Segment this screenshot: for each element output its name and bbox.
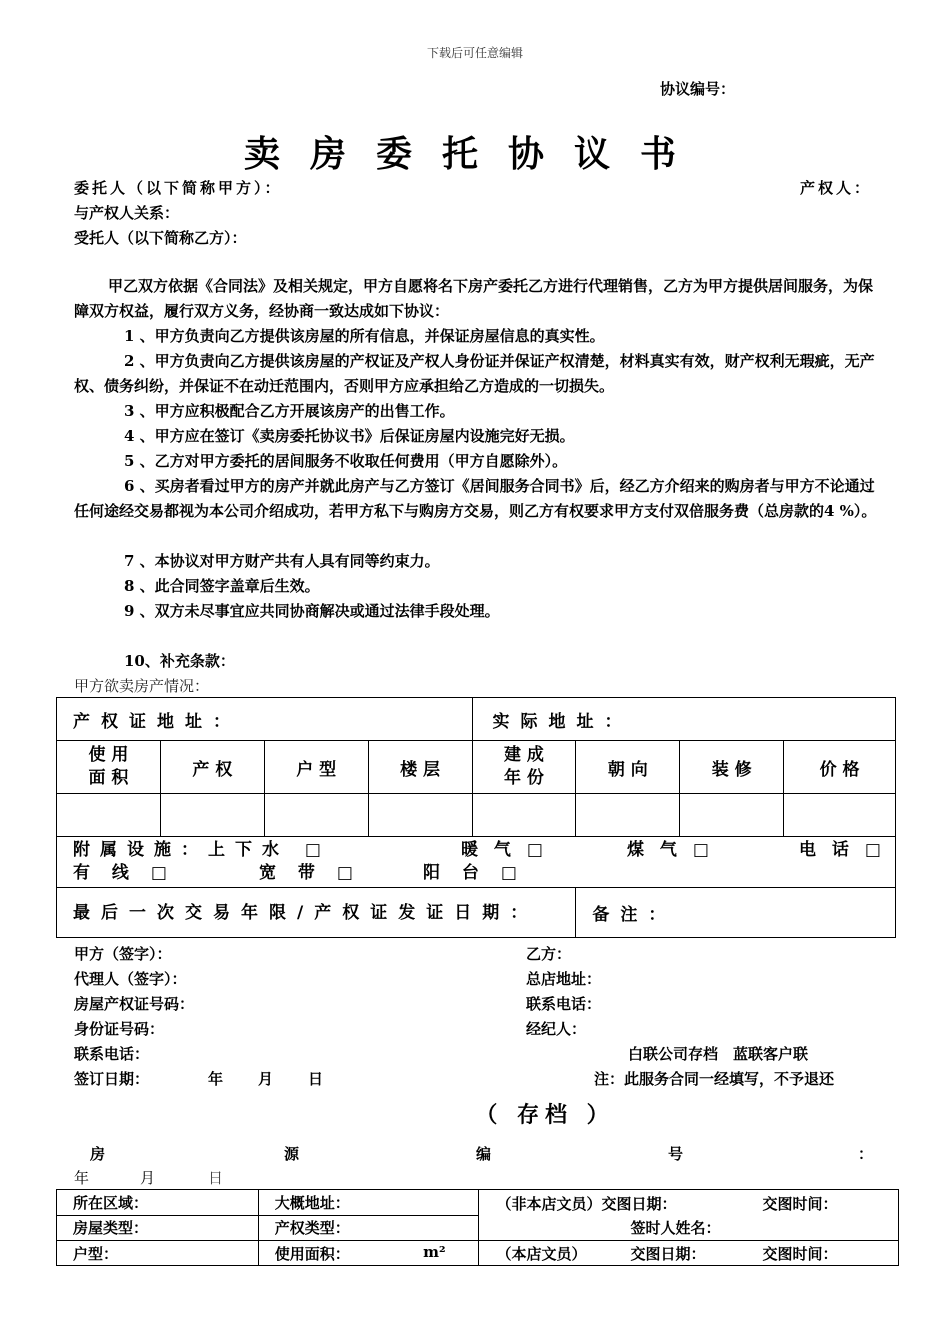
relation-label: 与产权人关系： [74,204,180,222]
agreement-number-label: 协议编号： [660,80,736,98]
agent-label: 受托人（以下简称乙方）： [74,229,247,247]
handover-time-label: 交图时间： [762,1195,838,1213]
non-refund-note: 注：此服务合同一经填写，不予退还 [594,1070,835,1088]
listing-no-char-3: 编 [476,1145,492,1163]
header-price: 价 格 [784,741,896,794]
principal-label: 委托人（以下简称甲方）： [74,179,283,197]
copies-note: 白联公司存档 蓝联客户联 [628,1045,809,1063]
facility-gas[interactable]: 煤 气 □ [627,840,714,860]
clause-8: 8 、此合同签字盖章后生效。 [124,577,320,595]
usable-area-label: 使用面积： [274,1244,350,1263]
clause-6: 6 、买房者看过甲方的房产并就此房产与乙方签订《居间服务合同书》后，经乙方介绍来的购房者与甲方不论通过任何途经交易都视为本公司介绍成功，若甲方私下与购房方交易，则乙方有权要求甲方支付双倍服务费（总房款的4 %）。 [74,477,877,520]
header-decoration: 装 修 [680,741,784,794]
clause-5: 5 、乙方对甲方委托的居间服务不收取任何费用（甲方自愿除外）。 [124,452,568,470]
facility-water[interactable]: 附属设施：上下水 □ [73,840,331,860]
sign-date-label: 签订日期： [74,1070,150,1088]
store-staff-label: （本店文员） [496,1244,587,1263]
header-property-right: 产 权 [160,741,264,794]
intro-paragraph: 甲乙双方依据《合同法》及相关规定，甲方自愿将名下房产委托乙方进行代理销售，乙方为甲方提供居间服务，为保障双方权益，履行双方义务，经协商一致达成如下协议： [74,277,874,320]
archive-date-day: 日 [208,1169,224,1187]
clause-7: 7 、本协议对甲方财产共有人具有同等约束力。 [124,552,440,570]
header-build-year: 建 成 年 份 [472,741,576,794]
property-type-cell [258,1215,478,1241]
listing-no-char-1: 房 [90,1145,106,1163]
approx-address-label: 大概地址： [274,1193,350,1212]
area-cell [57,1190,259,1216]
facility-broadband[interactable]: 宽 带 □ [259,863,361,883]
approx-address-cell [258,1190,478,1216]
cert-address-label: 产权证地址： [73,711,241,732]
header-layout: 户 型 [264,741,368,794]
party-b-label: 乙方： [526,945,572,963]
facilities-cell [57,837,896,888]
clause-3: 3 、甲方应积极配合乙方开展该房产的出售工作。 [124,402,455,420]
usable-area-cell [258,1241,478,1266]
header-floor: 楼 层 [368,741,472,794]
header-usable-area: 使 用 面 积 [57,741,161,794]
clause-2: 2 、甲方负责向乙方提供该房屋的产权证及产权人身份证并保证产权清楚，材料真实有效，财产权利无瑕疵，无产权、债务纠纷，并保证不在动迁范围内，否则甲方应承担给乙方造成的一切损失。 [74,352,875,395]
remarks-cell [576,888,896,938]
archive-title: （ 存档 ） [475,1102,615,1128]
facility-heating[interactable]: 暖 气 □ [461,840,548,860]
sign-date-month: 月 [258,1070,274,1088]
last-trade-cell [57,888,576,938]
facility-phone[interactable]: 电 话 □ [799,840,886,860]
facility-cable[interactable]: 有 线 □ [73,863,175,883]
house-type-cell [57,1215,259,1241]
head-office-address: 总店地址： [526,970,602,988]
clause-4: 4 、甲方应在签订《卖房委托协议书》后保证房屋内设施完好无损。 [124,427,575,445]
handover-time-label-2: 交图时间： [762,1245,838,1263]
property-type-label: 产权类型： [274,1219,350,1238]
layout-label: 户型： [73,1244,119,1263]
area-unit: m² [423,1243,446,1261]
input-build-year[interactable] [472,794,576,837]
handover-date-label: 交图日期： [630,1245,706,1263]
store-staff-cell [478,1241,898,1266]
archive-date-month: 月 [140,1169,156,1187]
contact-phone: 联系电话： [74,1045,150,1063]
non-store-staff-cell [478,1190,898,1241]
clause-9: 9 、双方未尽事宜应共同协商解决或通过法律手段处理。 [124,602,500,620]
last-trade-label: 最后一次交易年限/产权证发证日期： [73,902,539,923]
property-caption: 甲方欲卖房产情况： [74,677,210,695]
non-store-staff-label: （非本店文员）交图日期： [496,1195,677,1213]
input-decoration[interactable] [680,794,784,837]
party-b-phone: 联系电话： [526,995,602,1013]
area-label: 所在区域： [73,1193,149,1212]
archive-date-year: 年 [74,1169,90,1187]
remarks-label: 备注： [592,905,677,925]
owner-label: 产权人： [800,179,873,197]
signer-name-label: 签时人姓名： [630,1219,721,1237]
listing-no-char-2: 源 [284,1145,300,1163]
clause-1: 1 、甲方负责向乙方提供该房屋的所有信息，并保证房屋信息的真实性。 [124,327,605,345]
input-orientation[interactable] [576,794,680,837]
layout-cell [57,1241,259,1266]
cert-number: 房屋产权证号码： [74,995,195,1013]
property-table [56,697,896,938]
party-a-signature: 甲方（签字）： [74,945,172,963]
input-floor[interactable] [368,794,472,837]
clause-10-label: 10、补充条款： [124,652,235,670]
archive-table [56,1189,899,1266]
input-layout[interactable] [264,794,368,837]
proxy-signature: 代理人（签字）： [74,970,187,988]
actual-address-label: 实际地址： [492,711,633,732]
actual-address-cell [472,698,896,741]
input-usable-area[interactable] [57,794,161,837]
broker-label: 经纪人： [526,1020,587,1038]
listing-no-char-4: 号 [668,1145,684,1163]
facility-balcony[interactable]: 阳 台 □ [423,863,525,883]
listing-no-colon: ： [858,1145,874,1163]
id-number: 身份证号码： [74,1020,165,1038]
sign-date-year: 年 [208,1070,224,1088]
input-price[interactable] [784,794,896,837]
cert-address-cell [57,698,473,741]
input-property-right[interactable] [160,794,264,837]
document-title: 卖房委托协议书 [243,133,706,175]
house-type-label: 房屋类型： [73,1219,149,1238]
sign-date-day: 日 [308,1070,324,1088]
header-orientation: 朝 向 [576,741,680,794]
top-note: 下载后可任意编辑 [426,46,523,60]
